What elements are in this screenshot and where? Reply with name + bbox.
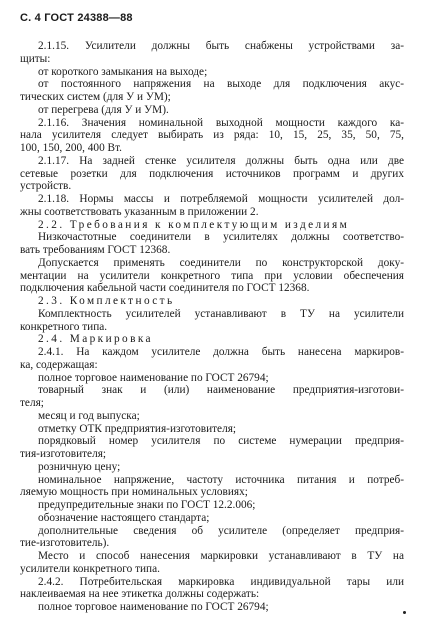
text-line: 2.4.1. На каждом усилителе должна быть нанесена маркиров- <box>38 346 404 358</box>
text-line: нала усилителя следует выбирать из ряда: 10, 15, 25, 35, 50, 75, <box>20 129 404 142</box>
text-line: вать требованиям ГОСТ 12368. <box>20 244 171 256</box>
text-line: ментации на усилители конкретного типа при условии обеспечения <box>20 269 404 282</box>
text-line: 2.1.16. Значения номинальной выходной мощности каждого ка- <box>38 116 404 129</box>
text-line: товарный знак и (или) наименование предприятия-изготови- <box>38 384 404 397</box>
text-line: устройств. <box>20 180 72 193</box>
text-line: предупредительные знаки по ГОСТ 12.2.006; <box>38 499 256 511</box>
text-line: подключения кабельной части соединителя по ГОСТ 12368. <box>20 282 310 295</box>
text-line: обозначение настоящего стандарта; <box>38 511 210 524</box>
text-line: Низкочастотные соединители в усилителях должны соответство- <box>38 231 404 244</box>
text-line: отметку ОТК предприятия-изготовителя; <box>38 422 237 435</box>
section-heading: 2.3. Комплектность <box>38 295 175 307</box>
section-heading: 2.2. Требования к комплектующим изделиям <box>38 218 350 231</box>
text-line: щиты: <box>20 52 51 65</box>
text-line: сетевые розетки для подключения источников программ и других <box>20 167 404 180</box>
text-line: усилители конкретного типа. <box>20 562 160 575</box>
text-line: тических систем (для У и УМ); <box>20 91 171 103</box>
body-text <box>20 40 404 614</box>
text-line: Комплектность усилителей устанавливают в ТУ на усилители <box>38 307 404 320</box>
text-line: конкретного типа. <box>20 320 108 333</box>
text-line: 2.1.15. Усилители должны быть снабжены устройствами за- <box>38 40 404 52</box>
text-line: тия-изготовителя; <box>20 448 107 460</box>
text-line: Место и способ нанесения маркировки устанавливают в ТУ на <box>38 550 404 562</box>
text-line: полное торговое наименование по ГОСТ 26794; <box>38 601 269 613</box>
text-line: наклеиваемая на нее этикетка должны содержать: <box>20 588 260 601</box>
section-heading: 2.4. Маркировка <box>38 333 153 346</box>
text-line: ляемую мощность при номинальных условиях; <box>20 486 248 499</box>
text-line: ка, содержащая: <box>20 358 98 371</box>
scan-dot <box>403 611 406 614</box>
text-line: Допускается применять соединители по конструкторской доку- <box>38 256 404 269</box>
text-line: жны соответствовать указанным в приложении 2. <box>20 205 259 218</box>
text-line: розничную цену; <box>38 460 121 473</box>
text-line: тие-изготовитель). <box>20 537 110 550</box>
page-header: С. 4 ГОСТ 24388—88 <box>20 12 133 24</box>
text-line: от перегрева (для У и УМ). <box>38 103 169 116</box>
text-line: полное торговое наименование по ГОСТ 26794; <box>38 371 269 384</box>
text-line: месяц и год выпуска; <box>38 409 140 422</box>
text-line: 2.1.17. На задней стенке усилителя должны быть одна или две <box>38 154 404 167</box>
text-line: номинальное напряжение, частоту источника питания и потреб- <box>38 473 404 486</box>
text-line: порядковый номер усилителя по системе нумерации предприя- <box>38 435 404 448</box>
text-line: дополнительные сведения об усилителе (определяет предприя- <box>38 524 404 537</box>
text-line: от короткого замыкания на выходе; <box>38 65 208 78</box>
text-line: 2.1.18. Нормы массы и потребляемой мощности усилителей дол- <box>38 193 404 205</box>
text-line: 2.4.2. Потребительская маркировка индивидуальной тары или <box>38 575 404 588</box>
text-line: от постоянного напряжения на выходе для подключения акус- <box>38 78 404 91</box>
text-line: теля; <box>20 397 44 409</box>
text-line: 100, 150, 200, 400 Вт. <box>20 142 122 154</box>
